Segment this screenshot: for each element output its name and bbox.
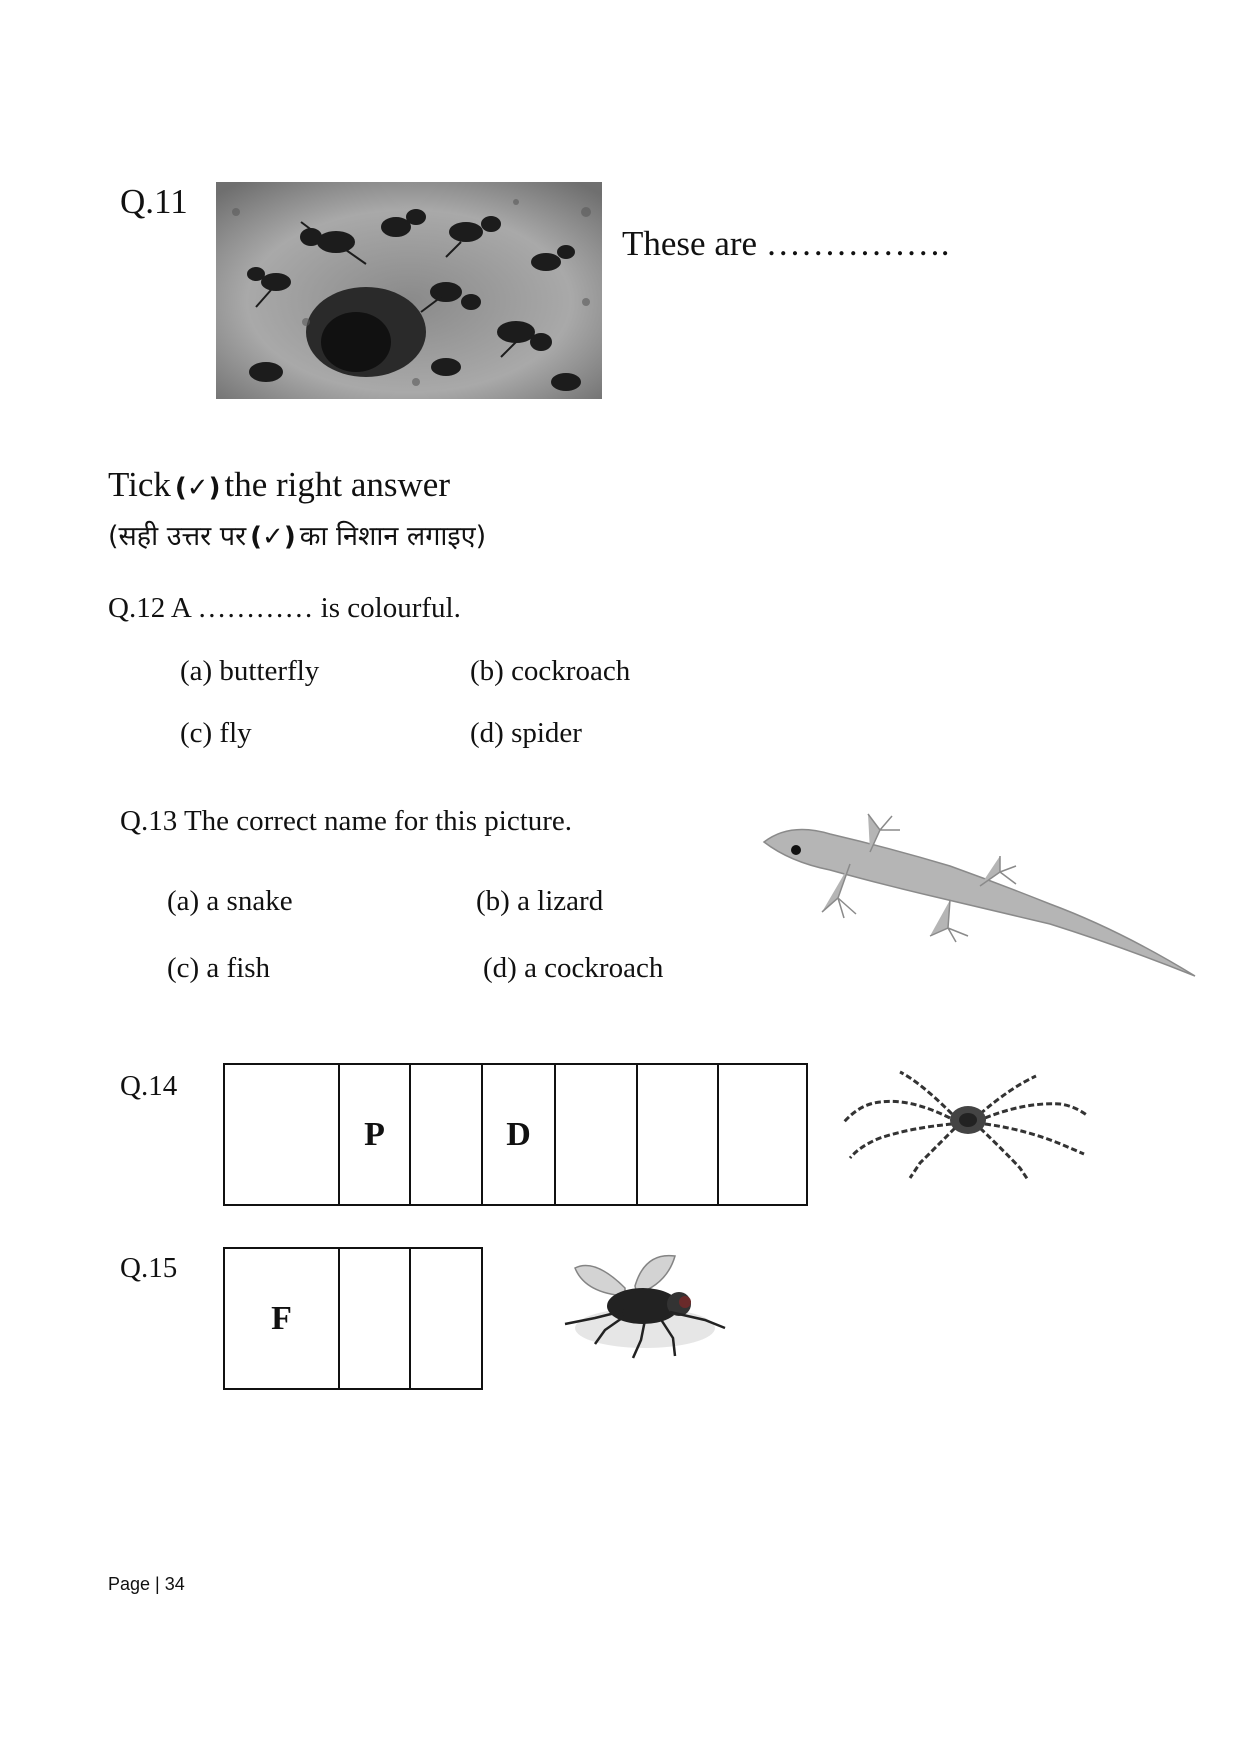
instruction-english <box>108 465 450 505</box>
q14-box-7[interactable] <box>719 1065 806 1204</box>
q13-option-a[interactable]: (a) a snake <box>167 885 293 917</box>
q15-number: Q.15 <box>120 1252 178 1284</box>
q13-number: Q.13 <box>120 805 178 837</box>
q12-option-b[interactable]: (b) cockroach <box>470 655 631 687</box>
q15-box-1[interactable]: F <box>225 1249 340 1388</box>
page-number: Page | 34 <box>108 1574 185 1594</box>
lizard-picture <box>760 800 1200 990</box>
instruction-hindi-after: का निशान लगाइए) <box>299 521 487 552</box>
spider-picture <box>840 1068 1090 1183</box>
q11-prompt: These are ……………. <box>622 224 950 263</box>
q13-question-line <box>120 805 572 838</box>
q15-box-3[interactable] <box>411 1249 481 1388</box>
q12-question: Q.12 A ………… is colourful. <box>108 592 461 624</box>
q13-option-d[interactable]: (d) a cockroach <box>483 952 664 984</box>
q13-option-b[interactable]: (b) a lizard <box>476 885 604 917</box>
q14-letter-boxes <box>223 1063 808 1206</box>
ants-photo <box>216 182 602 399</box>
q12-option-d[interactable]: (d) spider <box>470 717 582 749</box>
q12-option-a[interactable]: (a) butterfly <box>180 655 320 687</box>
q14-box-4[interactable]: D <box>483 1065 556 1204</box>
q14-box-2[interactable]: P <box>340 1065 411 1204</box>
q14-box-1[interactable] <box>225 1065 340 1204</box>
q11-number: Q.11 <box>120 182 188 221</box>
instruction-english-before: Tick <box>108 465 171 504</box>
q14-box-5[interactable] <box>556 1065 638 1204</box>
q13-option-c[interactable]: (c) a fish <box>167 952 271 984</box>
fly-picture <box>555 1248 730 1370</box>
instruction-english-after: the right answer <box>224 465 450 504</box>
instruction-hindi <box>108 516 486 553</box>
q15-box-2[interactable] <box>340 1249 411 1388</box>
q14-box-3[interactable] <box>411 1065 483 1204</box>
tick-mark-icon: (✓) <box>250 522 296 552</box>
q14-number: Q.14 <box>120 1070 178 1102</box>
q14-box-6[interactable] <box>638 1065 719 1204</box>
tick-mark-icon: (✓) <box>174 473 221 503</box>
q15-letter-boxes <box>223 1247 483 1390</box>
q12-option-c[interactable]: (c) fly <box>180 717 252 749</box>
q13-question: The correct name for this picture. <box>183 805 573 837</box>
instruction-hindi-before: (सही उत्तर पर <box>108 521 247 552</box>
